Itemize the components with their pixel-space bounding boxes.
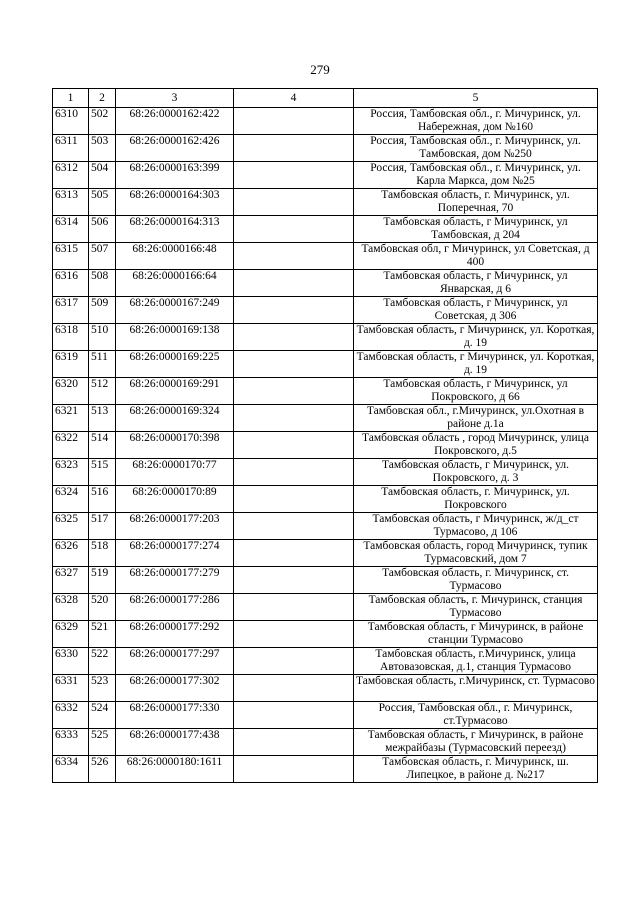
table-row — [53, 567, 598, 594]
cadastral-number-cell: 68:26:0000170:89 — [116, 486, 234, 513]
address-cell: Тамбовская область, г Мичуринск, ул Советская, д 306 — [354, 297, 598, 324]
cadastral-number-cell: 68:26:0000169:225 — [116, 351, 234, 378]
address-cell: Тамбовская область, г Мичуринск, ул Январская, д 6 — [354, 270, 598, 297]
address-cell: Тамбовская область, г Мичуринск, ул. Короткая, д. 19 — [354, 324, 598, 351]
row-number-cell: 6310 — [53, 108, 89, 135]
cadastral-number-cell: 68:26:0000162:422 — [116, 108, 234, 135]
address-cell: Россия, Тамбовская обл., г. Мичуринск, ул. Карла Маркса, дом №25 — [354, 162, 598, 189]
cadastral-number-cell: 68:26:0000164:313 — [116, 216, 234, 243]
row-number-cell: 6330 — [53, 648, 89, 675]
address-cell: Россия, Тамбовская обл., г. Мичуринск, ст.Турмасово — [354, 702, 598, 729]
row-number-cell: 6311 — [53, 135, 89, 162]
row-number-cell: 6317 — [53, 297, 89, 324]
row-number-cell: 6329 — [53, 621, 89, 648]
column-4-cell — [234, 297, 354, 324]
table-row — [53, 486, 598, 513]
table-row — [53, 135, 598, 162]
row-number-cell: 6320 — [53, 378, 89, 405]
column-4-cell — [234, 648, 354, 675]
cadastral-number-cell: 68:26:0000169:324 — [116, 405, 234, 432]
address-cell: Тамбовская область, г.Мичуринск, ст. Турмасово — [354, 675, 598, 702]
cadastral-number-cell: 68:26:0000170:398 — [116, 432, 234, 459]
row-number-cell: 6333 — [53, 729, 89, 756]
row-number-cell: 6324 — [53, 486, 89, 513]
table-row — [53, 648, 598, 675]
column-4-cell — [234, 351, 354, 378]
table-row — [53, 729, 598, 756]
header-row — [53, 89, 598, 108]
column-4-cell — [234, 270, 354, 297]
column-4-cell — [234, 432, 354, 459]
cadastral-number-cell: 68:26:0000177:297 — [116, 648, 234, 675]
address-cell: Тамбовская область, г Мичуринск, ул. Покровского, д. 3 — [354, 459, 598, 486]
address-cell: Тамбовская область, город Мичуринск, тупик Турмасовский, дом 7 — [354, 540, 598, 567]
cadastral-number-cell: 68:26:0000177:274 — [116, 540, 234, 567]
row-number-cell: 6332 — [53, 702, 89, 729]
table-row — [53, 378, 598, 405]
table-row — [53, 189, 598, 216]
column-header: 2 — [89, 89, 116, 108]
table-row — [53, 243, 598, 270]
row-number-cell: 6321 — [53, 405, 89, 432]
table-row — [53, 702, 598, 729]
row-number-cell: 6328 — [53, 594, 89, 621]
index-cell: 508 — [89, 270, 116, 297]
column-4-cell — [234, 162, 354, 189]
address-cell: Тамбовская область, г. Мичуринск, ст. Турмасово — [354, 567, 598, 594]
address-cell: Россия, Тамбовская обл., г. Мичуринск, ул. Тамбовская, дом №250 — [354, 135, 598, 162]
column-4-cell — [234, 567, 354, 594]
column-4-cell — [234, 702, 354, 729]
address-cell: Тамбовская область, г Мичуринск, ул Покровского, д 66 — [354, 378, 598, 405]
column-header: 4 — [234, 89, 354, 108]
row-number-cell: 6318 — [53, 324, 89, 351]
row-number-cell: 6316 — [53, 270, 89, 297]
cadastral-number-cell: 68:26:0000177:302 — [116, 675, 234, 702]
column-4-cell — [234, 378, 354, 405]
table-row — [53, 162, 598, 189]
address-cell: Тамбовская обл, г Мичуринск, ул Советская, д 400 — [354, 243, 598, 270]
cadastral-number-cell: 68:26:0000169:138 — [116, 324, 234, 351]
index-cell: 520 — [89, 594, 116, 621]
row-number-cell: 6322 — [53, 432, 89, 459]
table-row — [53, 540, 598, 567]
index-cell: 519 — [89, 567, 116, 594]
table-row — [53, 459, 598, 486]
page-number: 279 — [310, 62, 330, 77]
address-cell: Россия, Тамбовская обл., г. Мичуринск, ул. Набережная, дом №160 — [354, 108, 598, 135]
column-header: 3 — [116, 89, 234, 108]
index-cell: 521 — [89, 621, 116, 648]
address-cell: Тамбовская область, г Мичуринск, в районе межрайбазы (Турмасовский переезд) — [354, 729, 598, 756]
row-number-cell: 6325 — [53, 513, 89, 540]
column-header: 1 — [53, 89, 89, 108]
cadastral-number-cell: 68:26:0000180:1611 — [116, 756, 234, 783]
row-number-cell: 6331 — [53, 675, 89, 702]
index-cell: 505 — [89, 189, 116, 216]
index-cell: 507 — [89, 243, 116, 270]
column-4-cell — [234, 405, 354, 432]
address-cell: Тамбовская область, г. Мичуринск, станция Турмасово — [354, 594, 598, 621]
table-row — [53, 675, 598, 702]
address-cell: Тамбовская область, г. Мичуринск, ул. Поперечная, 70 — [354, 189, 598, 216]
index-cell: 506 — [89, 216, 116, 243]
column-4-cell — [234, 756, 354, 783]
cadastral-number-cell: 68:26:0000170:77 — [116, 459, 234, 486]
table-row — [53, 351, 598, 378]
column-4-cell — [234, 675, 354, 702]
table-row — [53, 324, 598, 351]
table-row — [53, 405, 598, 432]
address-cell: Тамбовская область , город Мичуринск, улица Покровского, д.5 — [354, 432, 598, 459]
column-4-cell — [234, 594, 354, 621]
cadastral-number-cell: 68:26:0000164:303 — [116, 189, 234, 216]
cadastral-number-cell: 68:26:0000167:249 — [116, 297, 234, 324]
table-row — [53, 108, 598, 135]
column-4-cell — [234, 135, 354, 162]
column-header: 5 — [354, 89, 598, 108]
registry-table — [52, 88, 598, 783]
row-number-cell: 6323 — [53, 459, 89, 486]
index-cell: 517 — [89, 513, 116, 540]
table-row — [53, 432, 598, 459]
cadastral-number-cell: 68:26:0000162:426 — [116, 135, 234, 162]
address-cell: Тамбовская область, г Мичуринск, ж/д_ст Турмасово, д 106 — [354, 513, 598, 540]
index-cell: 504 — [89, 162, 116, 189]
column-4-cell — [234, 621, 354, 648]
cadastral-number-cell: 68:26:0000166:64 — [116, 270, 234, 297]
address-cell: Тамбовская область, г. Мичуринск, ш. Липецкое, в районе д. №217 — [354, 756, 598, 783]
index-cell: 522 — [89, 648, 116, 675]
cadastral-number-cell: 68:26:0000177:203 — [116, 513, 234, 540]
cadastral-number-cell: 68:26:0000169:291 — [116, 378, 234, 405]
table-row — [53, 594, 598, 621]
row-number-cell: 6314 — [53, 216, 89, 243]
column-4-cell — [234, 540, 354, 567]
address-cell: Тамбовская область, г Мичуринск, ул Тамбовская, д 204 — [354, 216, 598, 243]
index-cell: 509 — [89, 297, 116, 324]
index-cell: 503 — [89, 135, 116, 162]
row-number-cell: 6313 — [53, 189, 89, 216]
index-cell: 512 — [89, 378, 116, 405]
cadastral-number-cell: 68:26:0000177:438 — [116, 729, 234, 756]
index-cell: 514 — [89, 432, 116, 459]
index-cell: 515 — [89, 459, 116, 486]
index-cell: 518 — [89, 540, 116, 567]
table-row — [53, 513, 598, 540]
cadastral-number-cell: 68:26:0000166:48 — [116, 243, 234, 270]
index-cell: 513 — [89, 405, 116, 432]
cadastral-number-cell: 68:26:0000177:330 — [116, 702, 234, 729]
table-row — [53, 297, 598, 324]
index-cell: 511 — [89, 351, 116, 378]
address-cell: Тамбовская область, г Мичуринск, в районе станции Турмасово — [354, 621, 598, 648]
index-cell: 510 — [89, 324, 116, 351]
cadastral-number-cell: 68:26:0000177:279 — [116, 567, 234, 594]
index-cell: 523 — [89, 675, 116, 702]
row-number-cell: 6315 — [53, 243, 89, 270]
index-cell: 525 — [89, 729, 116, 756]
table-row — [53, 270, 598, 297]
address-cell: Тамбовская область, г. Мичуринск, ул. Покровского — [354, 486, 598, 513]
row-number-cell: 6334 — [53, 756, 89, 783]
row-number-cell: 6326 — [53, 540, 89, 567]
column-4-cell — [234, 324, 354, 351]
index-cell: 524 — [89, 702, 116, 729]
cadastral-number-cell: 68:26:0000163:399 — [116, 162, 234, 189]
address-cell: Тамбовская обл., г.Мичуринск, ул.Охотная в районе д.1а — [354, 405, 598, 432]
column-4-cell — [234, 459, 354, 486]
table-row — [53, 216, 598, 243]
column-4-cell — [234, 513, 354, 540]
address-cell: Тамбовская область, г Мичуринск, ул. Короткая, д. 19 — [354, 351, 598, 378]
address-cell: Тамбовская область, г.Мичуринск, улица Автовазовская, д.1, станция Турмасово — [354, 648, 598, 675]
column-4-cell — [234, 243, 354, 270]
column-4-cell — [234, 189, 354, 216]
row-number-cell: 6319 — [53, 351, 89, 378]
column-4-cell — [234, 729, 354, 756]
column-4-cell — [234, 486, 354, 513]
row-number-cell: 6327 — [53, 567, 89, 594]
cadastral-number-cell: 68:26:0000177:286 — [116, 594, 234, 621]
row-number-cell: 6312 — [53, 162, 89, 189]
table-row — [53, 621, 598, 648]
index-cell: 502 — [89, 108, 116, 135]
cadastral-number-cell: 68:26:0000177:292 — [116, 621, 234, 648]
column-4-cell — [234, 108, 354, 135]
column-4-cell — [234, 216, 354, 243]
index-cell: 526 — [89, 756, 116, 783]
index-cell: 516 — [89, 486, 116, 513]
table-row — [53, 756, 598, 783]
